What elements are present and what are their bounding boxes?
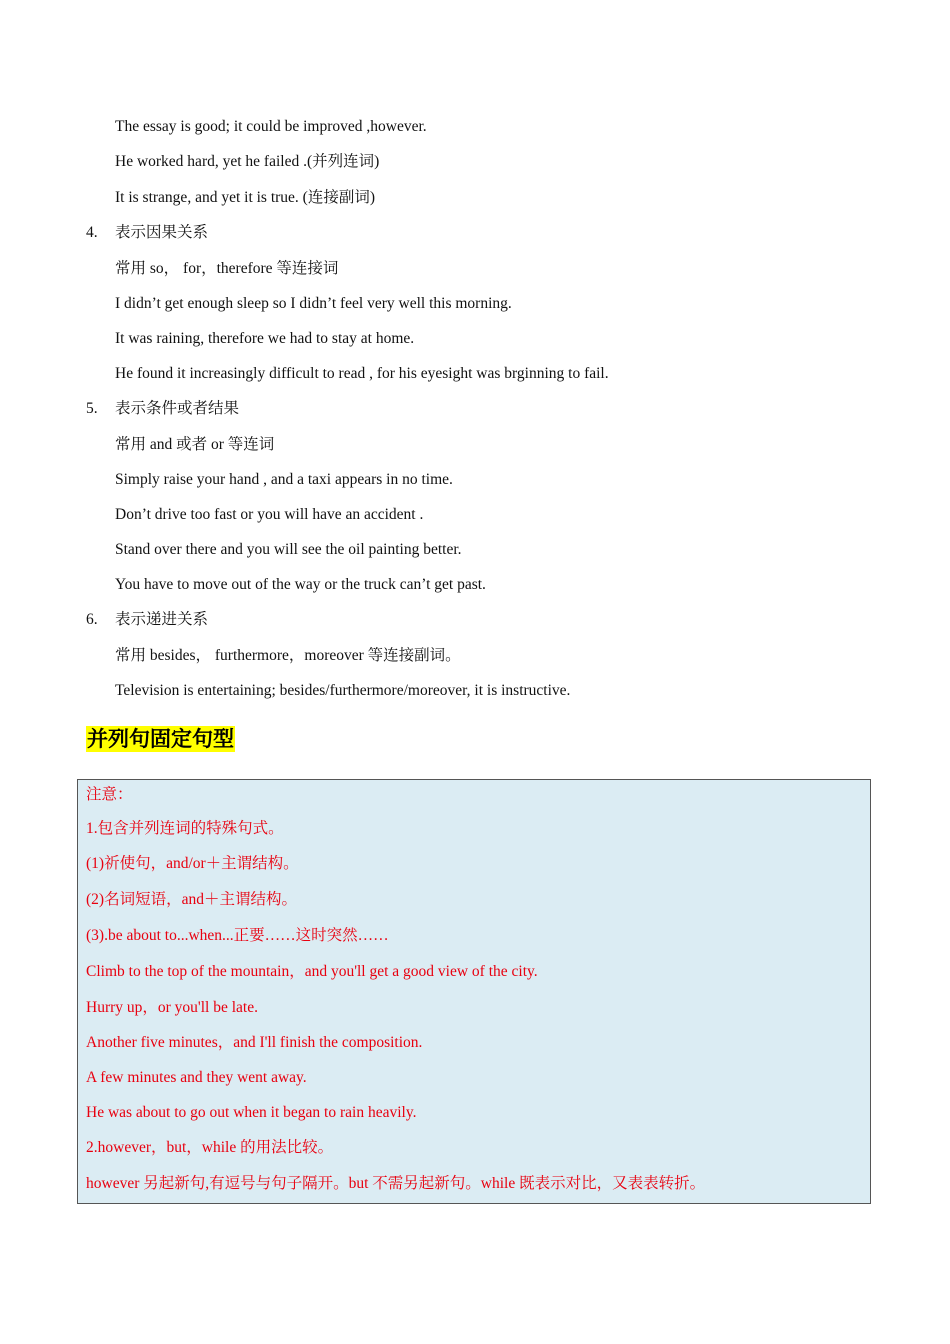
usage-note: 常用 and 或者 or 等连词 <box>115 436 275 453</box>
note-example: Another five minutes，and I'll finish the composition. <box>86 1034 423 1051</box>
note-line: (2)名词短语，and＋主谓结构。 <box>86 891 297 908</box>
example-sentence: You have to move out of the way or the truck can’t get past. <box>115 576 486 593</box>
note-line: (3).be about to...when...正要……这时突然…… <box>86 927 389 944</box>
note-example: He was about to go out when it began to rain heavily. <box>86 1104 417 1121</box>
usage-note: 常用 besides， furthermore，moreover 等连接副词。 <box>115 647 461 664</box>
note-label: 注意： <box>86 786 133 803</box>
note-line: however 另起新句,有逗号与句子隔开。but 不需另起新句。while 既表示对比，又表表转折。 <box>86 1175 706 1192</box>
section-title: 表示递进关系 <box>115 611 209 628</box>
note-example: A few minutes and they went away. <box>86 1069 307 1086</box>
note-line: 1.包含并列连词的特殊句式。 <box>86 820 284 837</box>
example-sentence: It was raining, therefore we had to stay at home. <box>115 330 415 347</box>
note-example: Hurry up，or you'll be late. <box>86 999 258 1016</box>
note-line: 2.however，but，while 的用法比较。 <box>86 1139 334 1156</box>
section-6-heading <box>86 610 208 630</box>
section-heading-highlighted: 并列句固定句型 <box>87 727 234 751</box>
section-4-heading <box>86 223 208 243</box>
example-sentence: It is strange, and yet it is true. (连接副词) <box>115 189 376 206</box>
section-number: 4. <box>86 224 98 241</box>
example-sentence: Stand over there and you will see the oil painting better. <box>115 541 462 558</box>
example-sentence: Don’t drive too fast or you will have an accident . <box>115 506 424 523</box>
usage-note: 常用 so， for，therefore 等连接词 <box>115 260 339 277</box>
example-sentence: Television is entertaining; besides/furthermore/moreover, it is instructive. <box>115 682 571 699</box>
section-title: 表示因果关系 <box>115 224 209 241</box>
section-5-heading <box>86 399 239 419</box>
section-title: 表示条件或者结果 <box>115 400 240 417</box>
section-number: 5. <box>86 400 98 417</box>
example-sentence: Simply raise your hand , and a taxi appears in no time. <box>115 471 453 488</box>
section-number: 6. <box>86 611 98 628</box>
example-sentence: He found it increasingly difficult to read , for his eyesight was brginning to fail. <box>115 365 609 382</box>
note-box <box>77 779 871 1204</box>
example-sentence: The essay is good; it could be improved ,however. <box>115 118 427 135</box>
example-sentence: He worked hard, yet he failed .(并列连词) <box>115 153 380 170</box>
note-example: Climb to the top of the mountain，and you'll get a good view of the city. <box>86 963 538 980</box>
note-line: (1)祈使句，and/or＋主谓结构。 <box>86 855 299 872</box>
example-sentence: I didn’t get enough sleep so I didn’t feel very well this morning. <box>115 295 512 312</box>
